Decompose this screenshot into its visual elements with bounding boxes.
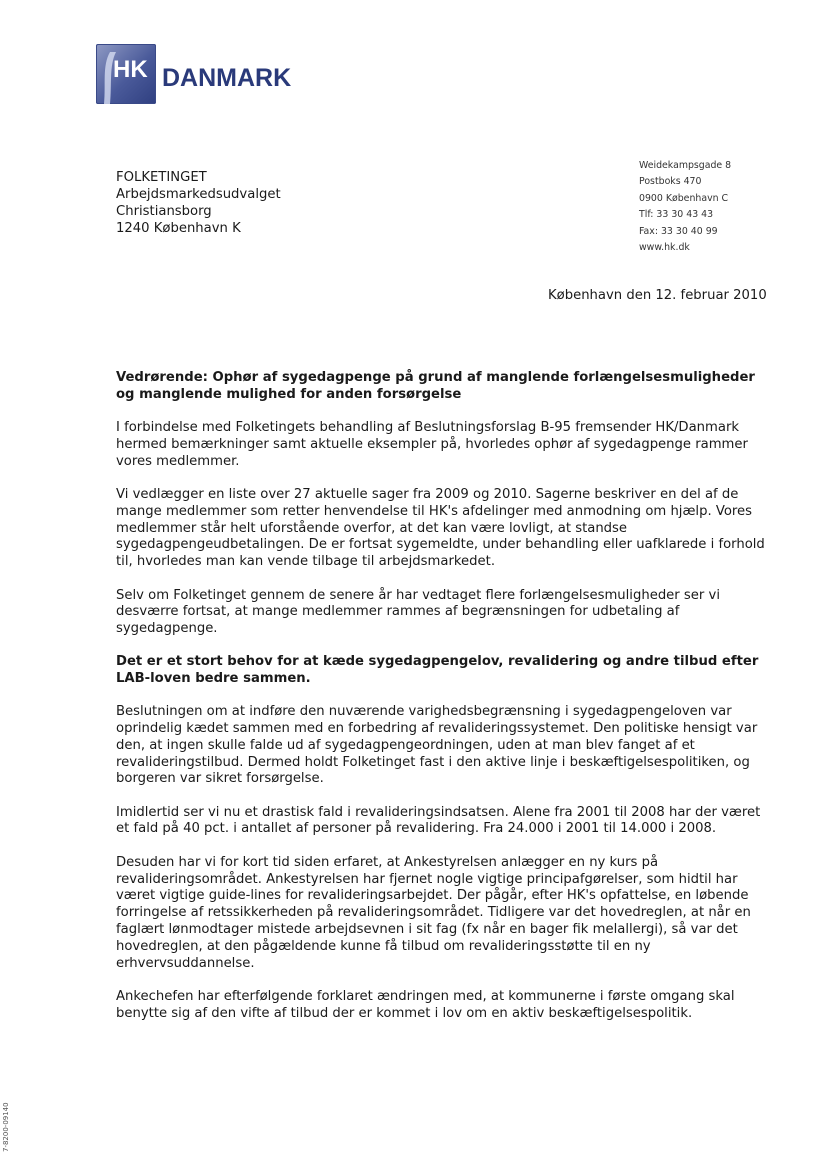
recipient-line: 1240 København K [116, 221, 241, 236]
sender-website: www.hk.dk [639, 242, 690, 254]
recipient-line: Christiansborg [116, 204, 212, 219]
logo-mark-text: HK [113, 56, 148, 83]
paragraph: Selv om Folketinget gennem de senere år har vedtaget flere forlængelsesmuligheder ser vi desværre fortsat, at mange medlemmer rammes af begrænsningen for udbetaling af sygedagpenge. [116, 587, 720, 637]
sender-line: Fax: 33 30 40 99 [639, 225, 718, 237]
paragraph: Imidlertid ser vi nu et drastisk fald i revalideringsindsatsen. Alene fra 2001 til 2008 har der været et fald på 40 pct. i antallet af personer på revalidering. Fra 24.000 i 2001 til 14.000 i 2008. [116, 804, 761, 837]
letter-body [116, 370, 770, 1039]
section-heading: Det er et stort behov for at kæde sygedagpengelov, revalidering og andre tilbud efter LAB-loven bedre sammen. [116, 654, 759, 687]
recipient-line: FOLKETINGET [116, 170, 207, 185]
paragraph: Ankechefen har efterfølgende forklaret ændringen med, at kommunerne i første omgang skal benytte sig af den vifte af tilbud der er kommet i lov om en aktiv beskæftigelsespolitik. [116, 988, 735, 1021]
letter-date: København den 12. februar 2010 [548, 288, 767, 303]
sender-line: Weidekampsgade 8 [639, 160, 732, 171]
paragraph: I forbindelse med Folketingets behandling af Beslutningsforslag B-95 fremsender HK/Danmark hermed bemærkninger samt aktuelle eksempler på, hvorledes ophør af sygedagpenge rammer vores medlemmer. [116, 420, 748, 469]
sender-line: Postboks 470 [639, 176, 702, 188]
document-code: 7-8200-09140 [2, 1102, 10, 1152]
paragraph: Beslutningen om at indføre den nuværende varighedsbegrænsning i sygedagpengeloven var oprindelig kædet sammen med en forbedring af revalideringssystemet. Den politiske hensigt var den, at ingen skulle falde ud af sygedagpengeordningen, uden at man blev fanget af et revalideringstilbud. Dermed holdt Folketinget fast i den aktive linje i beskæftigelsespolitiken, og borgeren var sikret forsørgelse. [116, 704, 758, 787]
logo-text: DANMARK [162, 63, 292, 92]
hk-logo-mark [96, 44, 156, 104]
paragraph: Vi vedlægger en liste over 27 aktuelle sager fra 2009 og 2010. Sagerne beskriver en del af de mange medlemmer som retter henvendelse til HK's afdelinger med anmodning om hjælp. Vores medlemmer står helt uforstående overfor, at det kan være lovligt, at standse sygedagpengeudbetalingen. De er fortsat sygemeldte, under behandling eller uafklarede i forhold til, hvorledes man kan vende tilbage til arbejdsmarkedet. [116, 487, 765, 570]
sender-address [639, 158, 731, 256]
sender-line: Tlf: 33 30 43 43 [639, 209, 714, 221]
paragraph: Desuden har vi for kort tid siden erfaret, at Ankestyrelsen anlægger en ny kurs på revalideringsområdet. Ankestyrelsen har fjernet nogle vigtige principafgørelser, som hidtil har været vigtige guide-lines for revalideringsarbejdet. Der pågår, efter HK's opfattelse, en løbende forringelse af retssikkerheden på revalideringsområdet. Tidligere var det hovedreglen, at når en faglært lønmodtager mistede arbejdsevnen i sit fag (fx når en bager fik melallergi), så var det hovedreglen, at den pågældende kunne få tilbud om revalideringsstøtte til en ny erhvervsuddannelse. [116, 854, 751, 971]
recipient-address [116, 169, 281, 237]
recipient-line: Arbejdsmarkedsudvalget [116, 187, 281, 202]
hk-danmark-logo [96, 44, 291, 104]
letter-subject: Vedrørende: Ophør af sygedagpenge på grund af manglende forlængelsesmuligheder og manglende mulighed for anden forsørgelse [116, 370, 755, 402]
sender-line: 0900 København C [639, 192, 729, 204]
